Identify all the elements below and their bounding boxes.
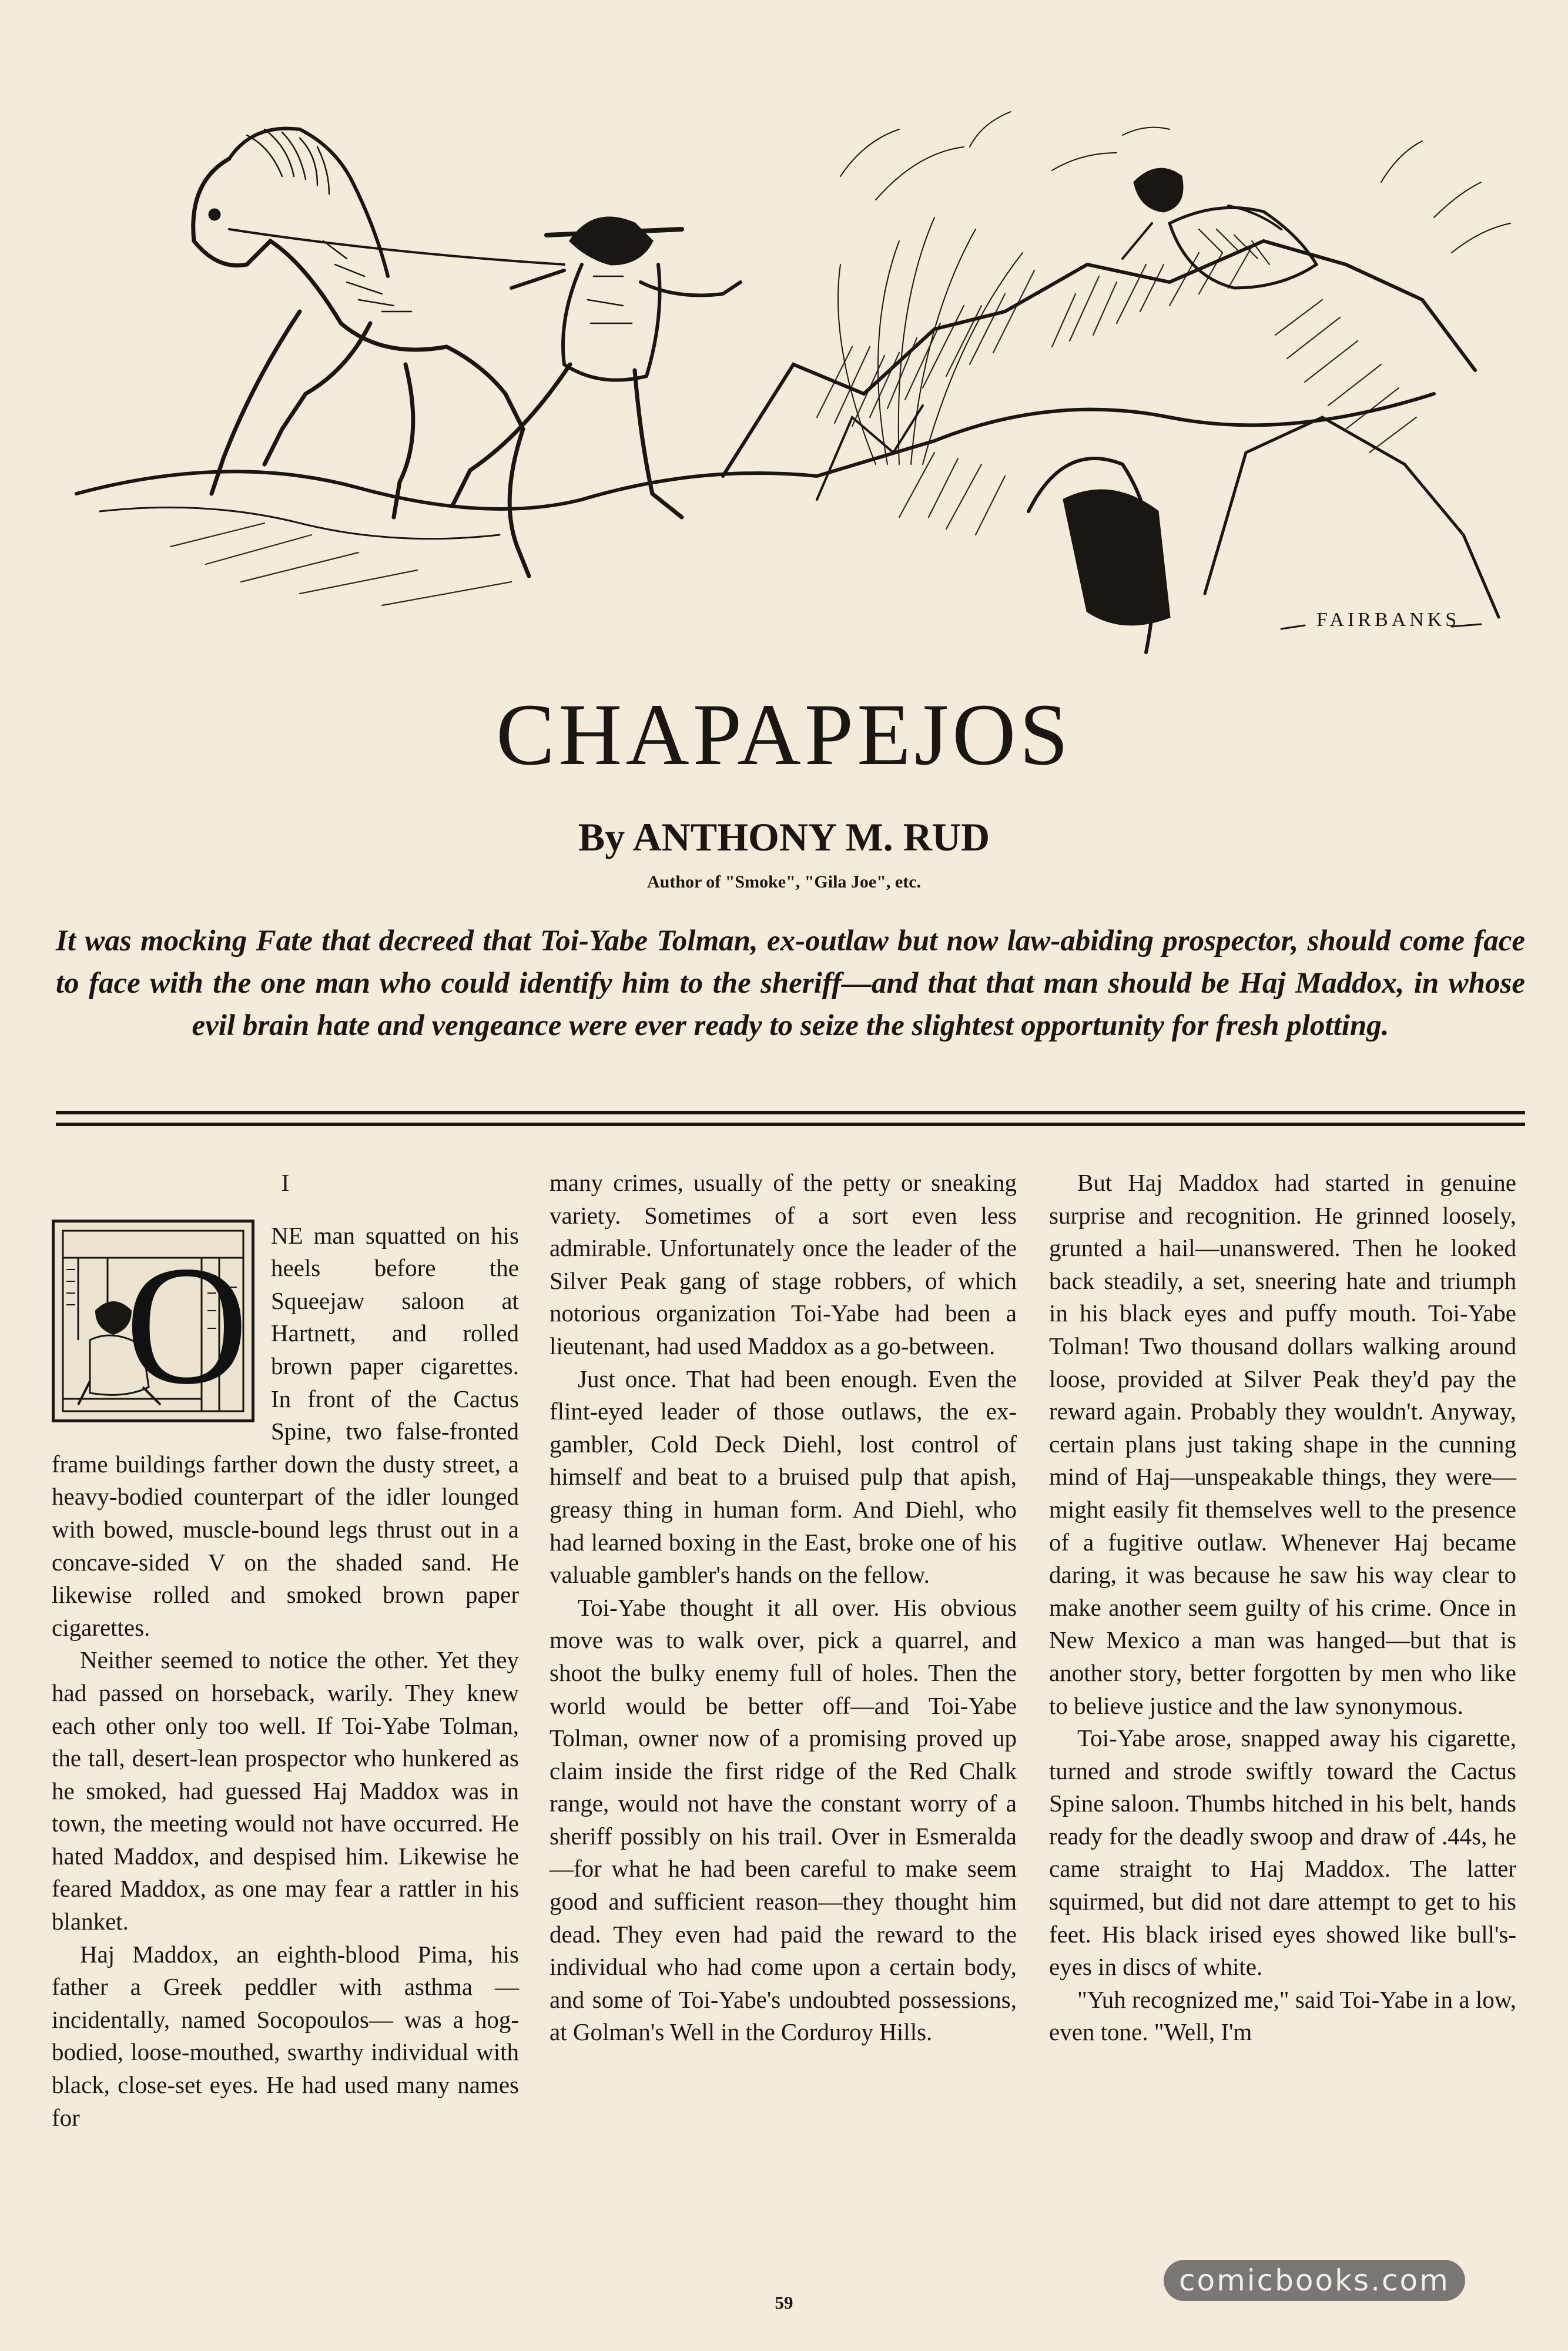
section-numeral: I (281, 1169, 290, 1196)
paragraph: Toi-Yabe thought it all over. His obvious move was to walk over, pick a quarrel, and shoot the bulky enemy full of holes. Then the world would be better off—and Toi-Yabe Tolman, owner now of a promising proved up claim inside the first ridge of the Red Chalk range, would not have the constant worry of a sheriff possibly on his trail. Over in Esmeralda—for what he had been careful to make seem good and sufficient reason—they thought him dead. They even had paid the reward to the individual who had come upon a certain body, and some of Toi-Yabe's undoubted possessions, at Golman's Well in the Corduroy Hills. (550, 1593, 1017, 2046)
paragraph: Just once. That had been enough. Even the flint-eyed leader of those outlaws, the ex-gambler, Cold Deck Diehl, lost control of himself and beat to a bruised pulp that apish, greasy thing in human form. And Diehl, who had learned boxing in the East, broke one of his valuable gambler's hands on the fellow. (550, 1365, 1017, 1589)
paragraph: Neither seemed to notice the other. Yet they had passed on horseback, warily. They knew each other only too well. If Toi-Yabe Tolman, the tall, desert-lean prospector who hunkered as he smoked, had guessed Haj Maddox was in town, the meeting would not have occurred. He hated Maddox, and despised him. Likewise he feared Maddox, as one may fear a rattler in his blanket. (52, 1646, 519, 1935)
paragraph: But Haj Maddox had started in genuine surprise and recognition. He grinned loosely, grunted a hail—unanswered. Then he looked back steadily, a set, sneering hate and triumph in his black eyes and puffy mouth. Toi-Yabe Tolman! Two thousand dollars walking around loose, provided at Silver Peak they'd pay the reward again. Probably they wouldn't. Anyway, certain plans just taking shape in the cunning mind of Haj—unspeakable things, they were—might easily fit themselves well to the presence of a fugitive outlaw. Whenever Haj became daring, it was because he saw his way clear to make another seem guilty of his crime. Once in New Mexico a man was hanged—but that is another story, better forgotten by men who like to believe justice and the law synonymous. (1049, 1169, 1516, 1719)
drop-cap-letter: O (125, 1230, 249, 1419)
page-number: 59 (775, 2292, 793, 2313)
column-2 (550, 1167, 1017, 2049)
header-illustration (53, 88, 1522, 664)
story-byline: By ANTHONY M. RUD (578, 815, 990, 859)
paragraph: NE man squatted on his heels before the Squeejaw saloon at Hartnett, and rolled brown paper cigarettes. In front of the Cactus Spine, two false-fronted frame buildings farther down the dusty street, a heavy-bodied counterpart of the idler lounged with bowed, muscle-bound legs thrust out in a concave-sided V on the shaded sand. He likewise rolled and smoked brown paper cigarettes. (52, 1221, 519, 1641)
double-rule-bottom (56, 1123, 1525, 1126)
paragraph: many crimes, usually of the petty or sneaking variety. Sometimes of a sort even less admirable. Unfortunately once the leader of the Silver Peak gang of stage robbers, of which notorious organization Toi-Yabe had been a lieutenant, had used Maddox as a go-between. (550, 1169, 1017, 1359)
double-rule-top (56, 1111, 1525, 1114)
paragraph: Toi-Yabe arose, snapped away his cigarette, turned and strode swiftly toward the Cactus Spine saloon. Thumbs hitched in his belt, hands ready for the deadly swoop and draw of .44s, he came straight to Haj Maddox. The latter squirmed, but did not dare attempt to get to his feet. His black irised eyes showed like bull's-eyes in discs of white. (1049, 1724, 1516, 1981)
column-1 (52, 1167, 519, 2134)
paragraph: "Yuh recognized me," said Toi-Yabe in a low, even tone. "Well, I'm (1049, 1985, 1516, 2046)
story-deck: It was mocking Fate that decreed that Toi-Yabe Tolman, ex-outlaw but now law-abiding prospector, should come face to face with the one man who could identify him to the sheriff—and that that man should be Haj Maddox, in whose evil brain hate and vengeance were ever ready to seize the slightest opportunity for fresh plotting. (56, 925, 1525, 1042)
story-title: CHAPAPEJOS (496, 686, 1072, 783)
site-watermark: comicbooks.com (1164, 2260, 1465, 2301)
artist-signature: FAIRBANKS (1316, 609, 1460, 631)
paragraph: Haj Maddox, an eighth-blood Pima, his father a Greek peddler with asthma —incidentally, named Socopoulos— was a hog-bodied, loose-mouthed, swarthy individual with black, close-set eyes. He had used many names for (52, 1940, 519, 2131)
drop-cap (52, 1220, 254, 1422)
author-credits: Author of "Smoke", "Gila Joe", etc. (646, 872, 922, 892)
column-3 (1049, 1167, 1516, 2049)
